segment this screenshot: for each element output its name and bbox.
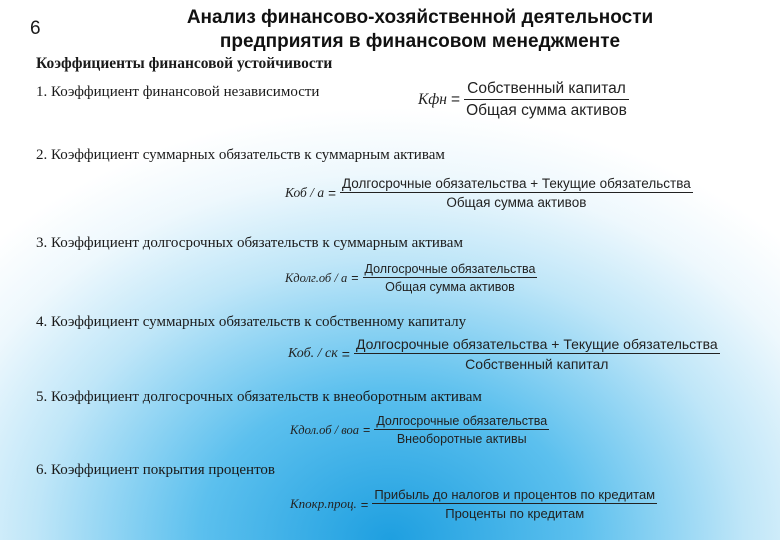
fraction [363, 262, 538, 294]
denominator: Общая сумма активов [466, 102, 627, 119]
numerator: Долгосрочные обязательства + Текущие обязательства [355, 336, 718, 352]
title-line-2: предприятия в финансовом менеджменте [219, 31, 621, 52]
formula-eq: = [363, 423, 371, 437]
formula-eq: = [351, 271, 359, 285]
denominator: Общая сумма активов [385, 280, 515, 294]
numerator: Долгосрочные обязательства [364, 262, 536, 276]
formula-eq: = [360, 496, 369, 512]
item-label-6: 6. Коэффициент покрытия процентов [36, 462, 276, 478]
numerator: Долгосрочные обязательства [376, 414, 548, 428]
item-label-1: 1. Коэффициент финансовой независимости [36, 84, 320, 100]
denominator: Внеоборотные активы [396, 432, 527, 446]
formula-lhs: Кфн [418, 91, 447, 108]
formula-eq: = [341, 346, 350, 362]
formula-5 [290, 414, 549, 446]
denominator: Собственный капитал [465, 356, 609, 372]
slide-number: 6 [30, 18, 41, 39]
title-line-1: Анализ финансово-хозяйственной деятельности [186, 7, 654, 28]
formula-lhs: Коб. / ск [288, 346, 338, 361]
slide-title [120, 6, 720, 54]
formula-1 [418, 80, 629, 120]
fraction [354, 336, 720, 372]
formula-3 [285, 262, 537, 294]
formula-lhs: Коб / а [285, 185, 325, 200]
fraction [464, 80, 629, 120]
numerator: Долгосрочные обязательства + Текущие обязательства [341, 176, 691, 191]
formula-2 [285, 176, 693, 210]
formula-eq: = [451, 91, 461, 108]
item-label-3: 3. Коэффициент долгосрочных обязательств к суммарным активам [36, 235, 463, 251]
denominator: Проценты по кредитам [445, 506, 585, 521]
item-label-4: 4. Коэффициент суммарных обязательств к собственному капиталу [36, 314, 467, 330]
fraction [372, 487, 657, 521]
item-label-2: 2. Коэффициент суммарных обязательств к суммарным активам [36, 147, 445, 163]
numerator: Собственный капитал [467, 80, 626, 97]
formula-lhs: Кдол.об / воа [290, 422, 359, 437]
formula-4 [288, 336, 720, 372]
formula-lhs: Кпокр.проц. [290, 496, 357, 511]
section-heading: Коэффициенты финансовой устойчивости [36, 55, 333, 72]
formula-lhs: Кдолг.об / а [285, 270, 348, 285]
item-label-5: 5. Коэффициент долгосрочных обязательств к внеоборотным активам [36, 389, 482, 405]
formula-6 [290, 487, 657, 521]
fraction [374, 414, 549, 446]
denominator: Общая сумма активов [446, 195, 587, 210]
numerator: Прибыль до налогов и процентов по кредитам [374, 487, 656, 502]
formula-eq: = [328, 185, 336, 201]
fraction [340, 176, 693, 210]
